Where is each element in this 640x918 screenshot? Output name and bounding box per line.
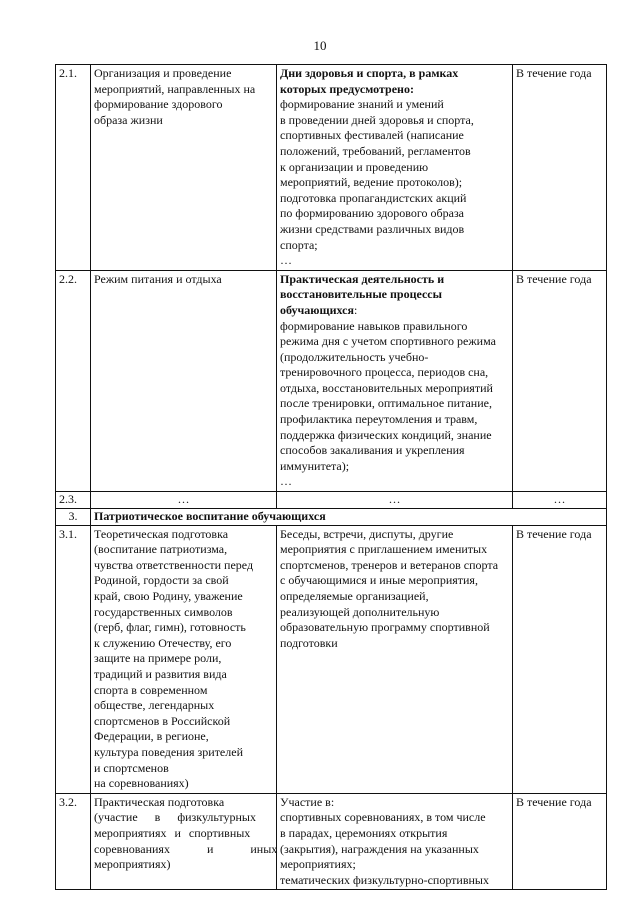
plan-table [55, 64, 607, 890]
text-line: Федерации, в регионе, [94, 729, 209, 744]
content-title-colon: : [354, 302, 358, 317]
text-line: к организации и проведению [280, 159, 429, 174]
activity-name: … [91, 492, 277, 509]
text-line: с обучающимися и иные мероприятия, [280, 573, 478, 588]
activity-name [91, 525, 277, 793]
row-number: 2.2. [56, 270, 91, 491]
text-line: государственных символов [94, 604, 233, 619]
text-line: подготовка пропагандистских акций [280, 190, 467, 205]
text-line: (герб, флаг, гимн), готовность [94, 620, 246, 635]
text-line: после тренировки, оптимальное питание, [280, 396, 492, 411]
text-line: формирование навыков правильного [280, 318, 468, 333]
text-line: режима дня с учетом спортивного режима [280, 334, 496, 349]
text-line: спорта; [280, 237, 318, 252]
text-line: положений, требований, регламентов [280, 143, 471, 158]
text-line: мероприятиях) [94, 857, 171, 872]
text-line: Родиной, гордости за свой [94, 573, 229, 588]
text-line: формирование здорового [94, 97, 223, 112]
text-line: образовательную программу спортивной [280, 620, 490, 635]
text-line: Практическая подготовка [94, 794, 225, 809]
text-line: спортсменов, тренеров и ветеранов спорта [280, 557, 499, 572]
activity-content [277, 270, 513, 491]
text-line: определяемые организацией, [280, 589, 429, 603]
activity-name [91, 270, 277, 491]
row-number: 2.3. [56, 492, 91, 509]
term: … [513, 492, 607, 509]
text-line: традиций и развития вида [94, 666, 227, 681]
text-line: формирование знаний и умений [280, 97, 444, 112]
text-line: Беседы, встречи, диспуты, другие [280, 526, 454, 541]
text-line: Организация и проведение [94, 66, 232, 80]
text-line: иммунитета); [280, 458, 350, 473]
text-line: реализующей дополнительную [280, 604, 440, 619]
ellipsis: … [280, 474, 292, 489]
term: В течение года [513, 793, 607, 890]
text-line: Режим питания и отдыха [94, 271, 222, 286]
text-line: к служению Отечеству, его [94, 635, 232, 650]
content-title: которых предусмотрено: [280, 81, 414, 96]
row-number: 2.1. [56, 65, 91, 271]
text-line: поддержка физических кондиций, знание [280, 427, 492, 442]
table-row [56, 65, 607, 271]
text-line: подготовки [280, 635, 338, 650]
section-number: 3. [56, 509, 91, 526]
table-row [56, 492, 607, 509]
term: В течение года [513, 270, 607, 491]
page-number: 10 [313, 38, 327, 53]
text-line: мероприятий, ведение протоколов); [280, 175, 463, 190]
activity-content [277, 793, 513, 890]
text-line: Участие в: [280, 794, 335, 809]
text-line: мероприятия с приглашением именитых [280, 542, 488, 557]
text-line: (участие в физкультурных [94, 810, 256, 825]
content-title: Дни здоровья и спорта, в рамках [280, 66, 459, 80]
text-line: обществе, легендарных [94, 698, 215, 713]
text-line: (воспитание патриотизма, [94, 542, 228, 557]
section-title: Патриотическое воспитание обучающихся [91, 509, 607, 526]
activity-content [277, 525, 513, 793]
text-line: чувства ответственности перед [94, 557, 254, 572]
text-line: по формированию здорового образа [280, 206, 465, 221]
text-line: в парадах, церемониях открытия [280, 825, 448, 840]
text-line: способов закаливания и укрепления [280, 443, 465, 458]
text-line: профилактика переутомления и травм, [280, 412, 478, 427]
row-number: 3.1. [56, 525, 91, 793]
activity-name [91, 65, 277, 271]
text-line: культура поведения зрителей [94, 744, 243, 759]
text-line: в проведении дней здоровья и спорта, [280, 112, 474, 127]
text-line: спортсменов в Российской [94, 713, 231, 728]
activity-name [91, 793, 277, 890]
content-title: Практическая деятельность и [280, 271, 445, 286]
text-line: образа жизни [94, 112, 163, 127]
text-line: отдыха, восстановительных мероприятий [280, 380, 493, 395]
text-line: спорта в современном [94, 682, 208, 697]
text-line: на соревнованиях) [94, 776, 189, 791]
text-line: тренировочного процесса, периодов сна, [280, 365, 489, 380]
table-row [56, 793, 607, 890]
text-line: спортивных фестивалей (написание [280, 128, 464, 143]
ellipsis: … [280, 253, 292, 268]
text-line: тематических физкультурно-спортивных [280, 872, 489, 887]
text-line: мероприятий, направленных на [94, 81, 256, 96]
text-line: Теоретическая подготовка [94, 526, 229, 541]
text-line: (закрытия), награждения на указанных [280, 841, 479, 856]
term: В течение года [513, 65, 607, 271]
text-line: и спортсменов [94, 760, 169, 775]
text-line: защите на примере роли, [94, 651, 222, 666]
text-line: жизни средствами различных видов [280, 221, 465, 236]
section-row [56, 509, 607, 526]
text-line: край, свою Родину, уважение [94, 589, 243, 603]
text-line: (продолжительность учебно- [280, 349, 429, 364]
table-row [56, 270, 607, 491]
table-row [56, 525, 607, 793]
term: В течение года [513, 525, 607, 793]
row-number: 3.2. [56, 793, 91, 890]
activity-content: … [277, 492, 513, 509]
content-title: обучающихся [280, 302, 354, 317]
activity-content [277, 65, 513, 271]
text-line: соревнованиях и иных [94, 841, 278, 856]
text-line: мероприятиях; [280, 857, 356, 872]
text-line: спортивных соревнованиях, в том числе [280, 810, 486, 825]
content-title: восстановительные процессы [280, 287, 443, 302]
text-line: мероприятиях и спортивных [94, 825, 251, 840]
